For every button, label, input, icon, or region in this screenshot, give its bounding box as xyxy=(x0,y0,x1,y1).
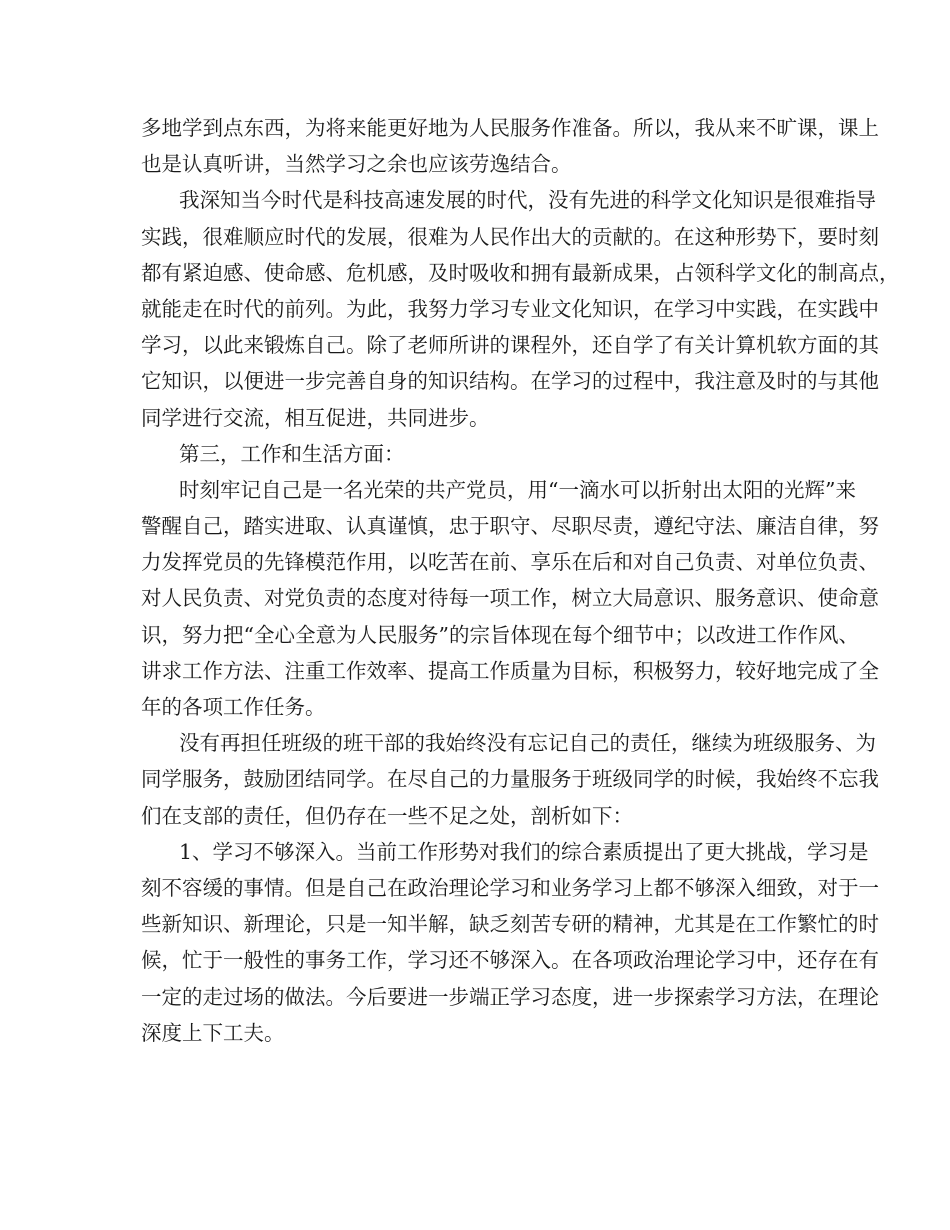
paragraph-line: 深度上下工夫。 xyxy=(141,1020,285,1045)
paragraph-line: 实践，很难顺应时代的发展，很难为人民作出大的贡献的。在这种形势下，要时刻 xyxy=(141,224,879,249)
paragraph-line: 同学服务，鼓励团结同学。在尽自己的力量服务于班级同学的时候，我始终不忘我 xyxy=(141,767,879,792)
paragraph-line: 都有紧迫感、使命感、危机感，及时吸收和拥有最新成果，占领科学文化的制高点， xyxy=(141,260,900,285)
document-body xyxy=(141,110,900,1051)
paragraph-first-line: 我深知当今时代是科技高速发展的时代，没有先进的科学文化知识是很难指导 xyxy=(179,188,876,213)
paragraph-first-line: 第三，工作和生活方面： xyxy=(179,441,405,466)
paragraph-line: 刻不容缓的事情。但是自己在政治理论学习和业务学习上都不够深入细致，对于一 xyxy=(141,875,879,900)
paragraph-first-line: 没有再担任班级的班干部的我始终没有忘记自己的责任，继续为班级服务、为 xyxy=(179,731,876,756)
paragraph-line: 们在支部的责任，但仍存在一些不足之处，剖析如下： xyxy=(141,803,633,828)
paragraph-line: 它知识，以便进一步完善自身的知识结构。在学习的过程中，我注意及时的与其他 xyxy=(141,369,879,394)
paragraph-line: 也是认真听讲，当然学习之余也应该劳逸结合。 xyxy=(141,152,572,177)
paragraph-line: 就能走在时代的前列。为此，我努力学习专业文化知识，在学习中实践，在实践中 xyxy=(141,296,879,321)
paragraph-line: 识，努力把“全心全意为人民服务”的宗旨体现在每个细节中；以改进工作作风、 xyxy=(141,622,859,647)
paragraph-first-line: 时刻牢记自己是一名光荣的共产党员，用“一滴水可以折射出太阳的光辉”来 xyxy=(179,477,856,502)
paragraph-line: 学习，以此来锻炼自己。除了老师所讲的课程外，还自学了有关计算机软方面的其 xyxy=(141,333,879,358)
paragraph-line: 对人民负责、对党负责的态度对待每一项工作，树立大局意识、服务意识、使命意 xyxy=(141,586,879,611)
paragraph-first-line: 1、学习不够深入。当前工作形势对我们的综合素质提出了更大挑战，学习是 xyxy=(179,839,869,864)
paragraph-line: 警醒自己，踏实进取、认真谨慎，忠于职守、尽职尽责，遵纪守法、廉洁自律，努 xyxy=(141,514,879,539)
paragraph-line: 讲求工作方法、注重工作效率、提高工作质量为目标，积极努力，较好地完成了全 xyxy=(141,658,879,683)
paragraph-line: 同学进行交流，相互促进，共同进步。 xyxy=(141,405,490,430)
paragraph-line: 年的各项工作任务。 xyxy=(141,695,326,719)
paragraph-line: 些新知识、新理论，只是一知半解，缺乏刻苦专研的精神，尤其是在工作繁忙的时 xyxy=(141,912,879,937)
paragraph-line: 一定的走过场的做法。今后要进一步端正学习态度，进一步探索学习方法，在理论 xyxy=(141,984,879,1009)
paragraph-line: 候，忙于一般性的事务工作，学习还不够深入。在各项政治理论学习中，还存在有 xyxy=(141,948,879,973)
paragraph-line: 力发挥党员的先锋模范作用，以吃苦在前、享乐在后和对自己负责、对单位负责、 xyxy=(141,550,879,575)
paragraph-line: 多地学到点东西，为将来能更好地为人民服务作准备。所以，我从来不旷课，课上 xyxy=(141,116,879,140)
